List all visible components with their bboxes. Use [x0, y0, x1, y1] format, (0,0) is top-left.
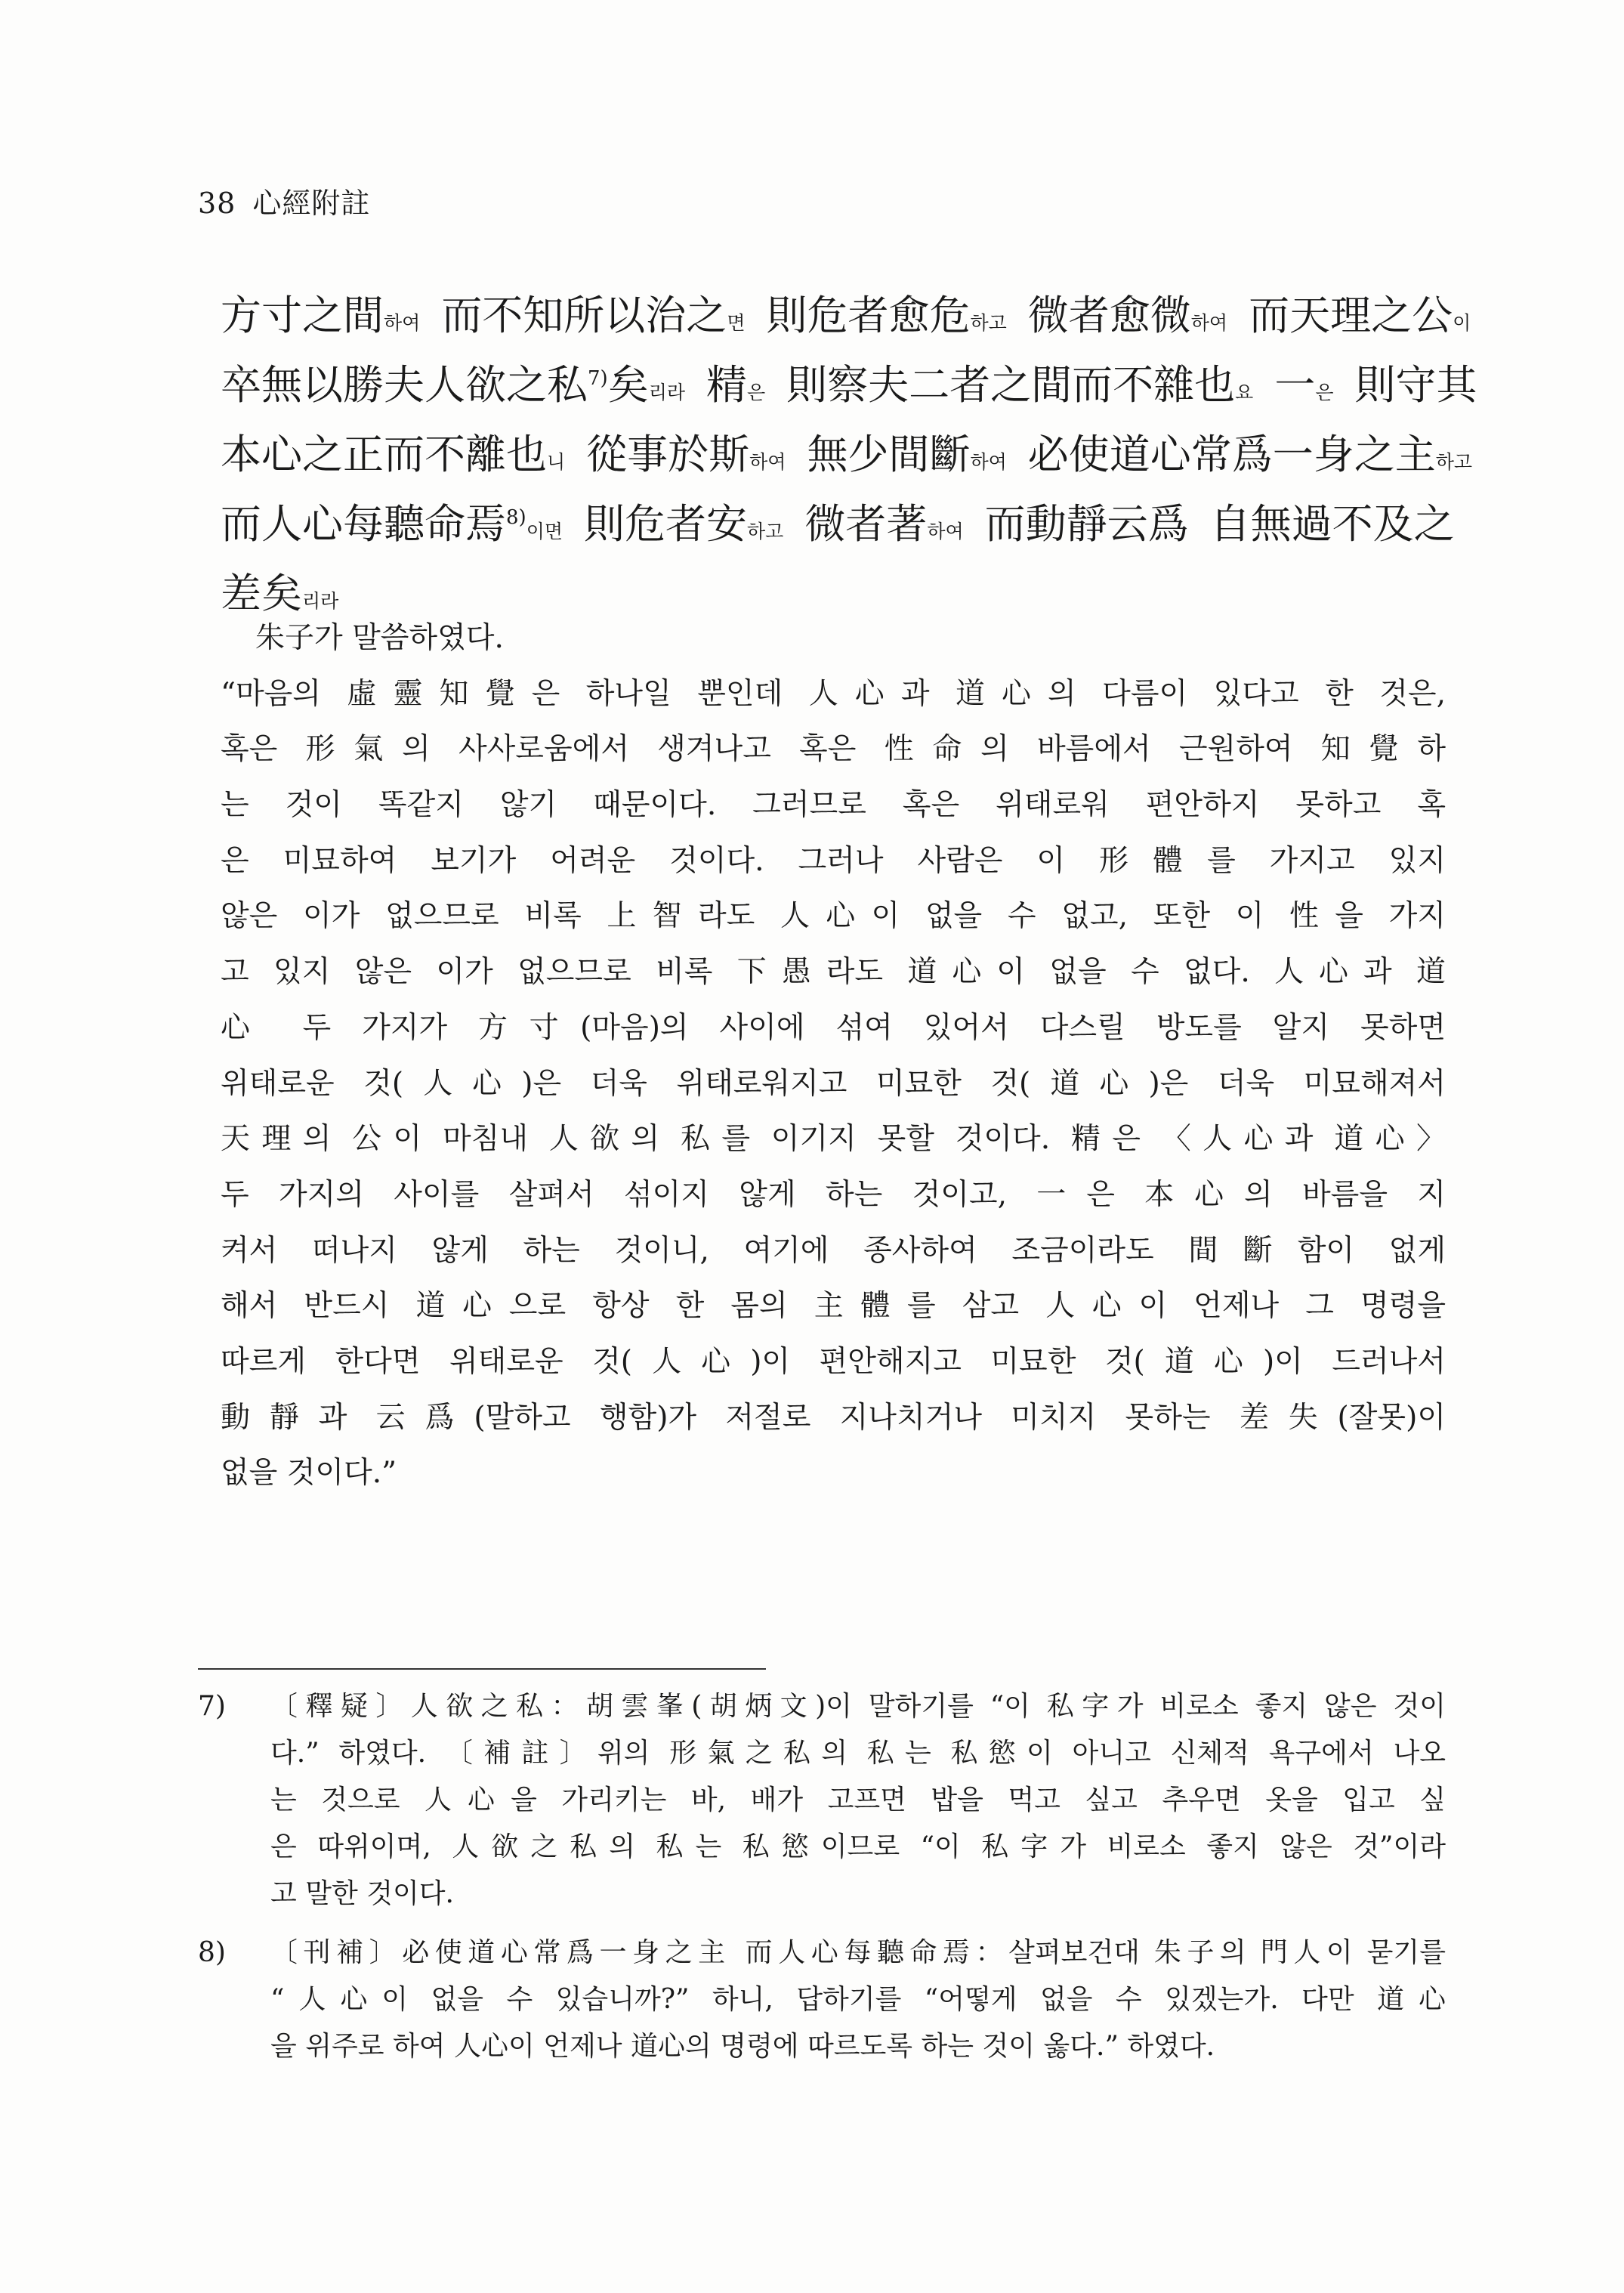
- translation-line: 는 것이 똑같지 않기 때문이다. 그러므로 혹은 위태로워 편안하지 못하고 혹: [221, 788, 1446, 823]
- translation-line: 위태로운 것(人心)은 더욱 위태로워지고 미묘한 것(道心)은 더욱 미묘해져서: [221, 1066, 1446, 1101]
- korean-particle: 하여: [970, 451, 1007, 473]
- translation-line: 두 가지의 사이를 살펴서 섞이지 않게 하는 것이고, 一은 本心의 바름을 지: [221, 1177, 1446, 1212]
- hanja-text: 本心之正而不離也: [221, 431, 547, 478]
- classical-line: [221, 281, 1471, 351]
- hanja-text: 一: [1274, 361, 1316, 409]
- korean-particle: 은: [1315, 382, 1334, 403]
- translation-line: 켜서 떠나지 않게 하는 것이니, 여기에 종사하여 조금이라도 間斷함이 없게: [221, 1233, 1446, 1268]
- translation-line: “마음의 虛靈知覺은 하나일 뿐인데 人心과 道心의 다름이 있다고 한 것은,: [221, 676, 1446, 711]
- korean-particle: 하여: [1190, 312, 1228, 334]
- footnote-line: 은 따위이며, 人欲之私의 私는 私慾이므로 “이 私字가 비로소 좋지 않은 것”이라: [270, 1831, 1446, 1862]
- korean-translation: [221, 610, 1446, 1501]
- footnote-line: 다.” 하였다. 〔補註〕위의 形氣之私의 私는 私慾이 아니고 신체적 욕구에서 나오: [270, 1738, 1446, 1769]
- footnote: [198, 1930, 1446, 2070]
- korean-particle: 하고: [1435, 451, 1473, 473]
- classical-chinese-passage: [221, 281, 1477, 629]
- hanja-text: 自無過不及之: [1209, 500, 1455, 548]
- korean-particle: 이: [1453, 312, 1471, 334]
- translation-line: 않은 이가 없으므로 비록 上智라도 人心이 없을 수 없고, 또한 이 性을 가지: [221, 899, 1446, 934]
- hanja-text: 則危者安: [584, 500, 747, 548]
- footnote-ref: 7): [588, 367, 608, 390]
- translation-line: 心 두 가지가 方寸(마음)의 사이에 섞여 있어서 다스릴 방도를 알지 못하면: [221, 1010, 1446, 1045]
- hanja-text: 差矣: [221, 570, 302, 617]
- hanja-text: 而天理之公: [1249, 292, 1453, 339]
- translation-line: 動靜과 云爲(말하고 행함)가 저절로 지나치거나 미치지 못하는 差失(잘못)이: [221, 1400, 1446, 1435]
- hanja-text: 從事於斯: [586, 431, 750, 478]
- hanja-text: 微者著: [804, 500, 928, 548]
- footnote-line: 〔刊補〕必使道心常爲一身之主 而人心每聽命焉：살펴보건대 朱子의 門人이 묻기를: [270, 1937, 1446, 1968]
- hanja-text: 則守其: [1354, 361, 1477, 409]
- korean-particle: 이면: [526, 521, 563, 542]
- footnotes: [198, 1683, 1446, 2070]
- footnote-line: 〔釋疑〕人欲之私：胡雲峯(胡炳文)이 말하기를 “이 私字가 비로소 좋지 않은 것이: [270, 1691, 1446, 1722]
- footnote-line: 는 것으로 人心을 가리키는 바, 배가 고프면 밥을 먹고 싶고 추우면 옷을 입고 싶: [270, 1785, 1446, 1816]
- footnote-line: 고 말한 것이다.: [270, 1878, 454, 1909]
- book-title: 心經附註: [252, 187, 371, 220]
- translation-line: 없을 것이다.”: [221, 1456, 397, 1491]
- korean-particle: 하여: [384, 312, 421, 334]
- korean-particle: 리라: [302, 590, 339, 612]
- hanja-text: 微者愈微: [1027, 292, 1191, 339]
- page-number: 38: [198, 187, 236, 220]
- translation-line: 朱子가 말씀하였다.: [255, 621, 504, 655]
- translation-line: 해서 반드시 道心으로 항상 한 몸의 主體를 삼고 人心이 언제나 그 명령을: [221, 1289, 1446, 1324]
- translation-line: 따르게 한다면 위태로운 것(人心)이 편안해지고 미묘한 것(道心)이 드러나서: [221, 1344, 1446, 1379]
- korean-particle: 하여: [927, 521, 964, 542]
- hanja-text: 必使道心常爲一身之主: [1027, 431, 1436, 478]
- classical-line: [221, 420, 1473, 490]
- classical-line: [221, 351, 1477, 420]
- korean-particle: 니: [547, 451, 566, 473]
- hanja-text: 精: [706, 361, 747, 409]
- korean-particle: 하고: [970, 312, 1007, 334]
- hanja-text: 卒無以勝夫人欲之私: [221, 361, 588, 409]
- korean-particle: 면: [727, 312, 746, 334]
- translation-line: 天理의 公이 마침내 人欲의 私를 이기지 못할 것이다. 精은 〈人心과 道心〉: [221, 1122, 1446, 1157]
- hanja-text: 無少間斷: [807, 431, 971, 478]
- hanja-text: 則危者愈危: [766, 292, 971, 339]
- footnote-divider: [198, 1668, 766, 1670]
- footnote: [198, 1683, 1446, 1918]
- korean-particle: 요: [1235, 382, 1254, 403]
- hanja-text: 矣: [607, 361, 649, 409]
- hanja-text: 而人心每聽命焉: [221, 500, 506, 548]
- korean-particle: 리라: [648, 382, 685, 403]
- footnote-number: 8): [198, 1937, 226, 1968]
- translation-line: 은 미묘하여 보기가 어려운 것이다. 그러나 사람은 이 形體를 가지고 있지: [221, 843, 1446, 878]
- footnote-number: 7): [198, 1691, 226, 1722]
- korean-particle: 하여: [749, 451, 786, 473]
- footnote-ref: 8): [506, 506, 526, 529]
- hanja-text: 則察夫二者之間而不雜也: [786, 361, 1236, 409]
- page-header: [198, 180, 370, 221]
- translation-line: 고 있지 않은 이가 없으므로 비록 下愚라도 道心이 없을 수 없다. 人心과 道: [221, 955, 1446, 990]
- hanja-text: 而動靜云爲: [984, 500, 1189, 548]
- hanja-text: 而不知所以治之: [441, 292, 727, 339]
- korean-particle: 하고: [747, 521, 784, 542]
- footnote-line: “人心이 없을 수 있습니까?” 하니, 답하기를 “어떻게 없을 수 있겠는가. 다만 道心: [270, 1984, 1446, 2015]
- footnote-line: 을 위주로 하여 人心이 언제나 道心의 명령에 따르도록 하는 것이 옳다.” 하였다.: [270, 2031, 1215, 2062]
- classical-line: [221, 490, 1455, 559]
- translation-line: 혹은 形氣의 사사로움에서 생겨나고 혹은 性命의 바름에서 근원하여 知覺하: [221, 732, 1446, 767]
- hanja-text: 方寸之間: [221, 292, 384, 339]
- korean-particle: 은: [747, 382, 766, 403]
